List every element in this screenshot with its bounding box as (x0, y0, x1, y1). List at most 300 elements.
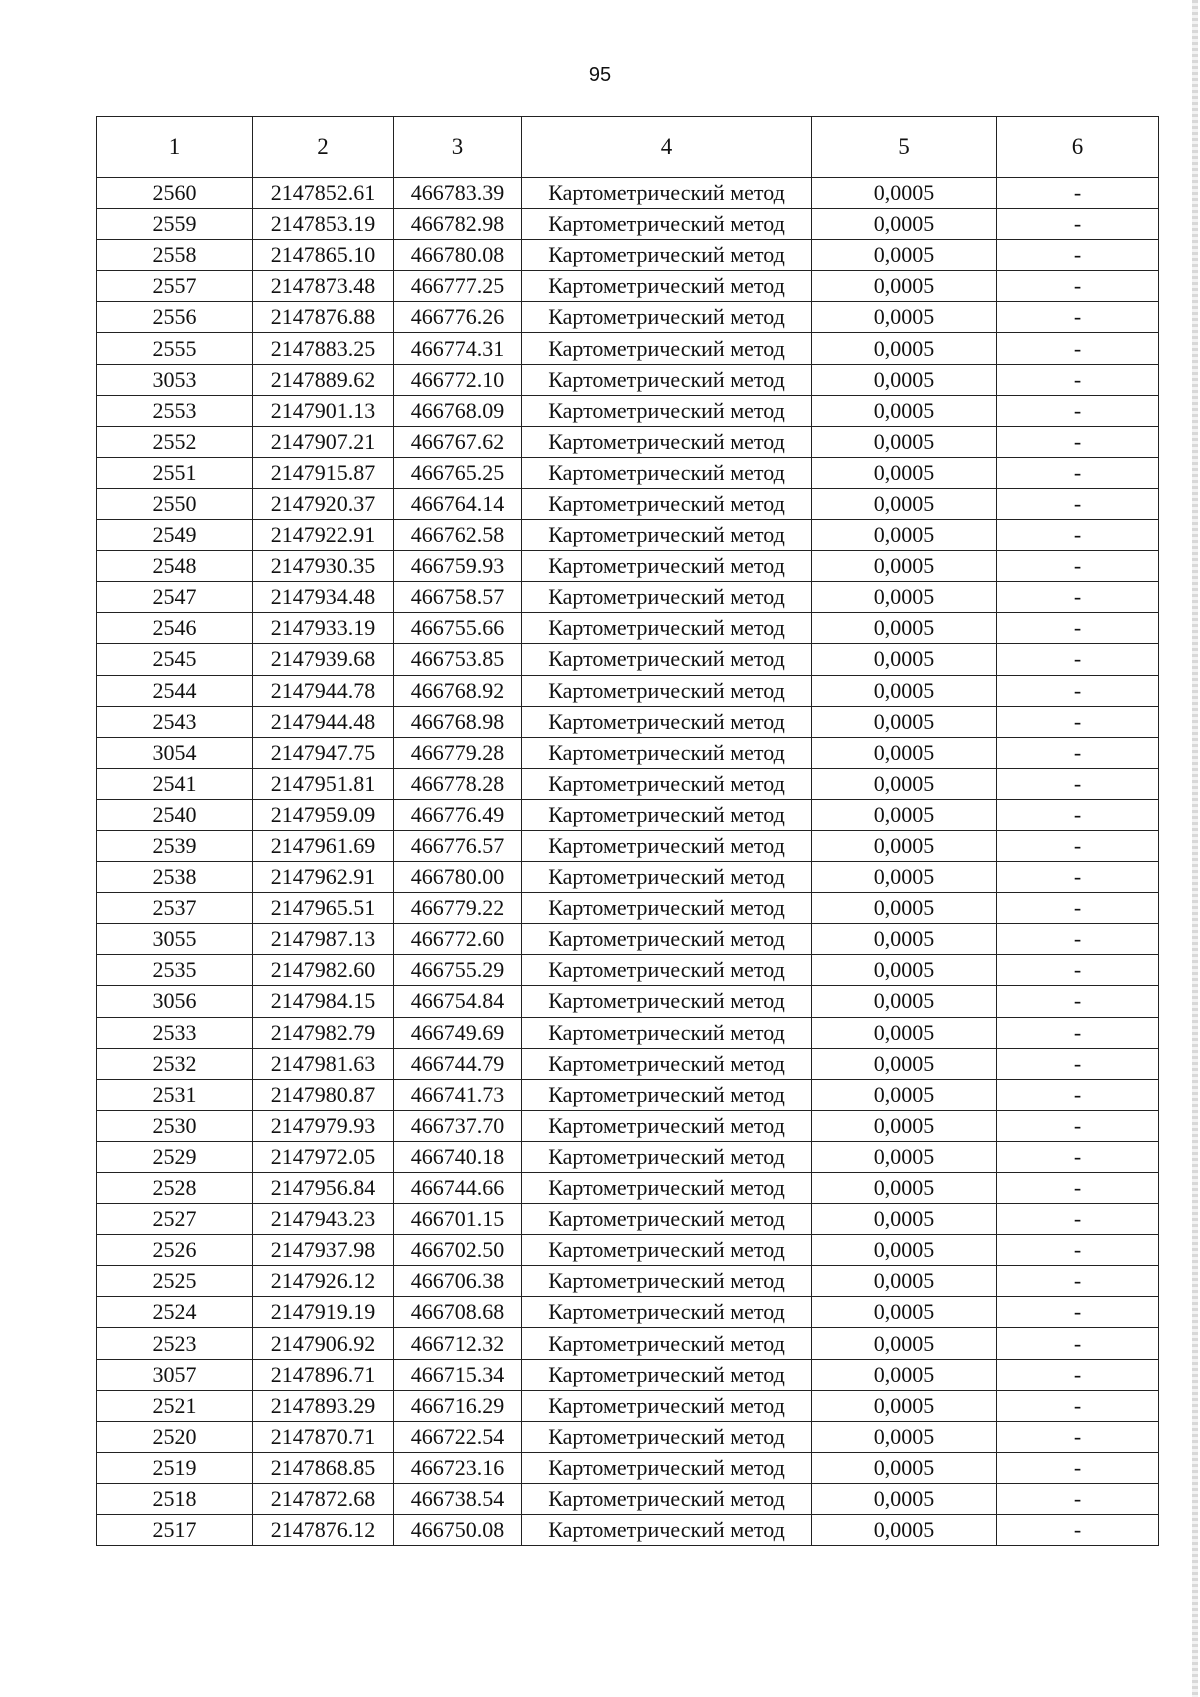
table-row (97, 1110, 1159, 1141)
accuracy-cell: 0,0005 (812, 582, 997, 613)
x-coordinate-cell: 2147979.93 (253, 1110, 394, 1141)
accuracy-cell: 0,0005 (812, 1452, 997, 1483)
method-cell: Картометрический метод (522, 1328, 812, 1359)
point-number-cell: 2520 (97, 1421, 253, 1452)
accuracy-cell: 0,0005 (812, 1515, 997, 1546)
table-row (97, 520, 1159, 551)
accuracy-cell: 0,0005 (812, 1421, 997, 1452)
table-row (97, 1421, 1159, 1452)
table-row (97, 395, 1159, 426)
x-coordinate-cell: 2147872.68 (253, 1483, 394, 1514)
point-number-cell: 2526 (97, 1235, 253, 1266)
y-coordinate-cell: 466750.08 (394, 1515, 522, 1546)
y-coordinate-cell: 466701.15 (394, 1204, 522, 1235)
table-row (97, 613, 1159, 644)
x-coordinate-cell: 2147893.29 (253, 1390, 394, 1421)
description-cell: - (997, 302, 1159, 333)
accuracy-cell: 0,0005 (812, 799, 997, 830)
description-cell: - (997, 240, 1159, 271)
table-row (97, 582, 1159, 613)
x-coordinate-cell: 2147870.71 (253, 1421, 394, 1452)
description-cell: - (997, 1515, 1159, 1546)
point-number-cell: 2530 (97, 1110, 253, 1141)
description-cell: - (997, 1017, 1159, 1048)
accuracy-cell: 0,0005 (812, 1483, 997, 1514)
y-coordinate-cell: 466768.92 (394, 675, 522, 706)
page-number: 95 (588, 64, 612, 86)
column-header: 5 (812, 117, 997, 178)
description-cell: - (997, 1141, 1159, 1172)
x-coordinate-cell: 2147907.21 (253, 426, 394, 457)
point-number-cell: 2524 (97, 1297, 253, 1328)
y-coordinate-cell: 466768.09 (394, 395, 522, 426)
x-coordinate-cell: 2147944.48 (253, 706, 394, 737)
description-cell: - (997, 768, 1159, 799)
point-number-cell: 2537 (97, 893, 253, 924)
description-cell: - (997, 1079, 1159, 1110)
y-coordinate-cell: 466776.57 (394, 830, 522, 861)
y-coordinate-cell: 466765.25 (394, 457, 522, 488)
table-header-row (97, 117, 1159, 178)
point-number-cell: 2523 (97, 1328, 253, 1359)
description-cell: - (997, 1048, 1159, 1079)
x-coordinate-cell: 2147906.92 (253, 1328, 394, 1359)
point-number-cell: 3057 (97, 1359, 253, 1390)
column-header: 2 (253, 117, 394, 178)
point-number-cell: 2529 (97, 1141, 253, 1172)
point-number-cell: 2525 (97, 1266, 253, 1297)
description-cell: - (997, 1328, 1159, 1359)
y-coordinate-cell: 466764.14 (394, 488, 522, 519)
table-row (97, 955, 1159, 986)
table-row (97, 1483, 1159, 1514)
table-row (97, 302, 1159, 333)
description-cell: - (997, 488, 1159, 519)
y-coordinate-cell: 466753.85 (394, 644, 522, 675)
table-row (97, 178, 1159, 209)
y-coordinate-cell: 466772.10 (394, 364, 522, 395)
accuracy-cell: 0,0005 (812, 924, 997, 955)
table-row (97, 799, 1159, 830)
accuracy-cell: 0,0005 (812, 395, 997, 426)
x-coordinate-cell: 2147901.13 (253, 395, 394, 426)
description-cell: - (997, 1452, 1159, 1483)
point-number-cell: 2548 (97, 551, 253, 582)
point-number-cell: 2517 (97, 1515, 253, 1546)
y-coordinate-cell: 466702.50 (394, 1235, 522, 1266)
method-cell: Картометрический метод (522, 1297, 812, 1328)
method-cell: Картометрический метод (522, 1173, 812, 1204)
accuracy-cell: 0,0005 (812, 209, 997, 240)
table-row (97, 1297, 1159, 1328)
x-coordinate-cell: 2147943.23 (253, 1204, 394, 1235)
accuracy-cell: 0,0005 (812, 457, 997, 488)
point-number-cell: 3053 (97, 364, 253, 395)
accuracy-cell: 0,0005 (812, 1110, 997, 1141)
method-cell: Картометрический метод (522, 426, 812, 457)
table-row (97, 1204, 1159, 1235)
point-number-cell: 2527 (97, 1204, 253, 1235)
accuracy-cell: 0,0005 (812, 1266, 997, 1297)
table-row (97, 426, 1159, 457)
accuracy-cell: 0,0005 (812, 1235, 997, 1266)
description-cell: - (997, 862, 1159, 893)
y-coordinate-cell: 466737.70 (394, 1110, 522, 1141)
table-row (97, 862, 1159, 893)
point-number-cell: 2531 (97, 1079, 253, 1110)
point-number-cell: 2539 (97, 830, 253, 861)
table-row (97, 924, 1159, 955)
x-coordinate-cell: 2147982.60 (253, 955, 394, 986)
accuracy-cell: 0,0005 (812, 1079, 997, 1110)
accuracy-cell: 0,0005 (812, 551, 997, 582)
point-number-cell: 2535 (97, 955, 253, 986)
x-coordinate-cell: 2147852.61 (253, 178, 394, 209)
y-coordinate-cell: 466776.26 (394, 302, 522, 333)
point-number-cell: 2556 (97, 302, 253, 333)
point-number-cell: 2540 (97, 799, 253, 830)
method-cell: Картометрический метод (522, 1141, 812, 1172)
description-cell: - (997, 1390, 1159, 1421)
table-row (97, 1048, 1159, 1079)
y-coordinate-cell: 466779.28 (394, 737, 522, 768)
y-coordinate-cell: 466780.08 (394, 240, 522, 271)
y-coordinate-cell: 466767.62 (394, 426, 522, 457)
accuracy-cell: 0,0005 (812, 1017, 997, 1048)
accuracy-cell: 0,0005 (812, 986, 997, 1017)
x-coordinate-cell: 2147965.51 (253, 893, 394, 924)
point-number-cell: 2549 (97, 520, 253, 551)
table-row (97, 1359, 1159, 1390)
y-coordinate-cell: 466744.66 (394, 1173, 522, 1204)
point-number-cell: 2557 (97, 271, 253, 302)
method-cell: Картометрический метод (522, 302, 812, 333)
point-number-cell: 2559 (97, 209, 253, 240)
description-cell: - (997, 893, 1159, 924)
y-coordinate-cell: 466738.54 (394, 1483, 522, 1514)
point-number-cell: 2528 (97, 1173, 253, 1204)
method-cell: Картометрический метод (522, 1017, 812, 1048)
point-number-cell: 2538 (97, 862, 253, 893)
x-coordinate-cell: 2147933.19 (253, 613, 394, 644)
description-cell: - (997, 395, 1159, 426)
table-body (97, 178, 1159, 1546)
description-cell: - (997, 644, 1159, 675)
method-cell: Картометрический метод (522, 1483, 812, 1514)
y-coordinate-cell: 466715.34 (394, 1359, 522, 1390)
method-cell: Картометрический метод (522, 1515, 812, 1546)
y-coordinate-cell: 466780.00 (394, 862, 522, 893)
table-row (97, 271, 1159, 302)
description-cell: - (997, 1173, 1159, 1204)
x-coordinate-cell: 2147980.87 (253, 1079, 394, 1110)
description-cell: - (997, 1359, 1159, 1390)
method-cell: Картометрический метод (522, 395, 812, 426)
method-cell: Картометрический метод (522, 644, 812, 675)
description-cell: - (997, 1204, 1159, 1235)
method-cell: Картометрический метод (522, 240, 812, 271)
accuracy-cell: 0,0005 (812, 1141, 997, 1172)
method-cell: Картометрический метод (522, 488, 812, 519)
method-cell: Картометрический метод (522, 333, 812, 364)
point-number-cell: 2544 (97, 675, 253, 706)
point-number-cell: 2543 (97, 706, 253, 737)
coordinates-table (96, 116, 1159, 1546)
method-cell: Картометрический метод (522, 955, 812, 986)
x-coordinate-cell: 2147982.79 (253, 1017, 394, 1048)
accuracy-cell: 0,0005 (812, 613, 997, 644)
y-coordinate-cell: 466777.25 (394, 271, 522, 302)
y-coordinate-cell: 466749.69 (394, 1017, 522, 1048)
x-coordinate-cell: 2147919.19 (253, 1297, 394, 1328)
description-cell: - (997, 178, 1159, 209)
y-coordinate-cell: 466762.58 (394, 520, 522, 551)
accuracy-cell: 0,0005 (812, 706, 997, 737)
table-row (97, 551, 1159, 582)
method-cell: Картометрический метод (522, 178, 812, 209)
point-number-cell: 2553 (97, 395, 253, 426)
method-cell: Картометрический метод (522, 768, 812, 799)
x-coordinate-cell: 2147947.75 (253, 737, 394, 768)
table-row (97, 706, 1159, 737)
method-cell: Картометрический метод (522, 986, 812, 1017)
table-row (97, 1173, 1159, 1204)
method-cell: Картометрический метод (522, 551, 812, 582)
method-cell: Картометрический метод (522, 737, 812, 768)
description-cell: - (997, 551, 1159, 582)
y-coordinate-cell: 466741.73 (394, 1079, 522, 1110)
method-cell: Картометрический метод (522, 364, 812, 395)
method-cell: Картометрический метод (522, 924, 812, 955)
accuracy-cell: 0,0005 (812, 426, 997, 457)
description-cell: - (997, 1421, 1159, 1452)
x-coordinate-cell: 2147865.10 (253, 240, 394, 271)
table-row (97, 675, 1159, 706)
x-coordinate-cell: 2147889.62 (253, 364, 394, 395)
y-coordinate-cell: 466740.18 (394, 1141, 522, 1172)
accuracy-cell: 0,0005 (812, 1048, 997, 1079)
x-coordinate-cell: 2147853.19 (253, 209, 394, 240)
table-row (97, 364, 1159, 395)
x-coordinate-cell: 2147922.91 (253, 520, 394, 551)
point-number-cell: 2521 (97, 1390, 253, 1421)
method-cell: Картометрический метод (522, 457, 812, 488)
x-coordinate-cell: 2147934.48 (253, 582, 394, 613)
table-row (97, 488, 1159, 519)
x-coordinate-cell: 2147962.91 (253, 862, 394, 893)
table-row (97, 986, 1159, 1017)
method-cell: Картометрический метод (522, 1390, 812, 1421)
scan-edge (1192, 0, 1198, 1697)
method-cell: Картометрический метод (522, 1079, 812, 1110)
x-coordinate-cell: 2147868.85 (253, 1452, 394, 1483)
accuracy-cell: 0,0005 (812, 1359, 997, 1390)
table-row (97, 737, 1159, 768)
table-row (97, 1079, 1159, 1110)
y-coordinate-cell: 466716.29 (394, 1390, 522, 1421)
table-row (97, 240, 1159, 271)
point-number-cell: 2558 (97, 240, 253, 271)
table-row (97, 333, 1159, 364)
y-coordinate-cell: 466774.31 (394, 333, 522, 364)
description-cell: - (997, 1297, 1159, 1328)
accuracy-cell: 0,0005 (812, 955, 997, 986)
x-coordinate-cell: 2147987.13 (253, 924, 394, 955)
accuracy-cell: 0,0005 (812, 830, 997, 861)
x-coordinate-cell: 2147920.37 (253, 488, 394, 519)
point-number-cell: 2545 (97, 644, 253, 675)
x-coordinate-cell: 2147896.71 (253, 1359, 394, 1390)
y-coordinate-cell: 466782.98 (394, 209, 522, 240)
description-cell: - (997, 209, 1159, 240)
accuracy-cell: 0,0005 (812, 737, 997, 768)
point-number-cell: 2546 (97, 613, 253, 644)
y-coordinate-cell: 466779.22 (394, 893, 522, 924)
x-coordinate-cell: 2147984.15 (253, 986, 394, 1017)
accuracy-cell: 0,0005 (812, 675, 997, 706)
x-coordinate-cell: 2147937.98 (253, 1235, 394, 1266)
column-header: 6 (997, 117, 1159, 178)
x-coordinate-cell: 2147961.69 (253, 830, 394, 861)
y-coordinate-cell: 466708.68 (394, 1297, 522, 1328)
method-cell: Картометрический метод (522, 830, 812, 861)
point-number-cell: 2541 (97, 768, 253, 799)
point-number-cell: 3055 (97, 924, 253, 955)
x-coordinate-cell: 2147876.12 (253, 1515, 394, 1546)
x-coordinate-cell: 2147939.68 (253, 644, 394, 675)
y-coordinate-cell: 466712.32 (394, 1328, 522, 1359)
description-cell: - (997, 986, 1159, 1017)
method-cell: Картометрический метод (522, 1235, 812, 1266)
description-cell: - (997, 1235, 1159, 1266)
y-coordinate-cell: 466755.66 (394, 613, 522, 644)
method-cell: Картометрический метод (522, 1204, 812, 1235)
point-number-cell: 2547 (97, 582, 253, 613)
description-cell: - (997, 582, 1159, 613)
description-cell: - (997, 426, 1159, 457)
y-coordinate-cell: 466754.84 (394, 986, 522, 1017)
description-cell: - (997, 1483, 1159, 1514)
table-row (97, 1328, 1159, 1359)
method-cell: Картометрический метод (522, 1266, 812, 1297)
table-row (97, 893, 1159, 924)
x-coordinate-cell: 2147951.81 (253, 768, 394, 799)
method-cell: Картометрический метод (522, 613, 812, 644)
point-number-cell: 2532 (97, 1048, 253, 1079)
point-number-cell: 2550 (97, 488, 253, 519)
accuracy-cell: 0,0005 (812, 1173, 997, 1204)
accuracy-cell: 0,0005 (812, 644, 997, 675)
method-cell: Картометрический метод (522, 271, 812, 302)
description-cell: - (997, 613, 1159, 644)
accuracy-cell: 0,0005 (812, 768, 997, 799)
description-cell: - (997, 924, 1159, 955)
y-coordinate-cell: 466772.60 (394, 924, 522, 955)
point-number-cell: 3056 (97, 986, 253, 1017)
description-cell: - (997, 799, 1159, 830)
method-cell: Картометрический метод (522, 675, 812, 706)
point-number-cell: 2533 (97, 1017, 253, 1048)
point-number-cell: 2518 (97, 1483, 253, 1514)
table-row (97, 1141, 1159, 1172)
method-cell: Картометрический метод (522, 1110, 812, 1141)
table-row (97, 830, 1159, 861)
x-coordinate-cell: 2147883.25 (253, 333, 394, 364)
method-cell: Картометрический метод (522, 799, 812, 830)
y-coordinate-cell: 466722.54 (394, 1421, 522, 1452)
x-coordinate-cell: 2147926.12 (253, 1266, 394, 1297)
accuracy-cell: 0,0005 (812, 271, 997, 302)
table-row (97, 644, 1159, 675)
description-cell: - (997, 333, 1159, 364)
method-cell: Картометрический метод (522, 1452, 812, 1483)
x-coordinate-cell: 2147944.78 (253, 675, 394, 706)
description-cell: - (997, 457, 1159, 488)
y-coordinate-cell: 466768.98 (394, 706, 522, 737)
accuracy-cell: 0,0005 (812, 333, 997, 364)
column-header: 1 (97, 117, 253, 178)
description-cell: - (997, 1266, 1159, 1297)
accuracy-cell: 0,0005 (812, 1204, 997, 1235)
x-coordinate-cell: 2147959.09 (253, 799, 394, 830)
y-coordinate-cell: 466755.29 (394, 955, 522, 986)
description-cell: - (997, 706, 1159, 737)
description-cell: - (997, 1110, 1159, 1141)
x-coordinate-cell: 2147873.48 (253, 271, 394, 302)
y-coordinate-cell: 466783.39 (394, 178, 522, 209)
description-cell: - (997, 830, 1159, 861)
x-coordinate-cell: 2147915.87 (253, 457, 394, 488)
x-coordinate-cell: 2147930.35 (253, 551, 394, 582)
table-row (97, 457, 1159, 488)
point-number-cell: 2560 (97, 178, 253, 209)
description-cell: - (997, 520, 1159, 551)
accuracy-cell: 0,0005 (812, 240, 997, 271)
description-cell: - (997, 364, 1159, 395)
point-number-cell: 2519 (97, 1452, 253, 1483)
description-cell: - (997, 955, 1159, 986)
table-row (97, 768, 1159, 799)
accuracy-cell: 0,0005 (812, 1297, 997, 1328)
method-cell: Картометрический метод (522, 1359, 812, 1390)
accuracy-cell: 0,0005 (812, 178, 997, 209)
description-cell: - (997, 675, 1159, 706)
table-row (97, 1515, 1159, 1546)
accuracy-cell: 0,0005 (812, 862, 997, 893)
description-cell: - (997, 271, 1159, 302)
table-row (97, 1017, 1159, 1048)
method-cell: Картометрический метод (522, 706, 812, 737)
table-row (97, 1266, 1159, 1297)
y-coordinate-cell: 466776.49 (394, 799, 522, 830)
x-coordinate-cell: 2147981.63 (253, 1048, 394, 1079)
method-cell: Картометрический метод (522, 1048, 812, 1079)
description-cell: - (997, 737, 1159, 768)
y-coordinate-cell: 466744.79 (394, 1048, 522, 1079)
table-row (97, 209, 1159, 240)
accuracy-cell: 0,0005 (812, 302, 997, 333)
table-row (97, 1235, 1159, 1266)
method-cell: Картометрический метод (522, 209, 812, 240)
point-number-cell: 2551 (97, 457, 253, 488)
y-coordinate-cell: 466778.28 (394, 768, 522, 799)
method-cell: Картометрический метод (522, 582, 812, 613)
y-coordinate-cell: 466723.16 (394, 1452, 522, 1483)
y-coordinate-cell: 466758.57 (394, 582, 522, 613)
accuracy-cell: 0,0005 (812, 893, 997, 924)
point-number-cell: 2552 (97, 426, 253, 457)
accuracy-cell: 0,0005 (812, 488, 997, 519)
